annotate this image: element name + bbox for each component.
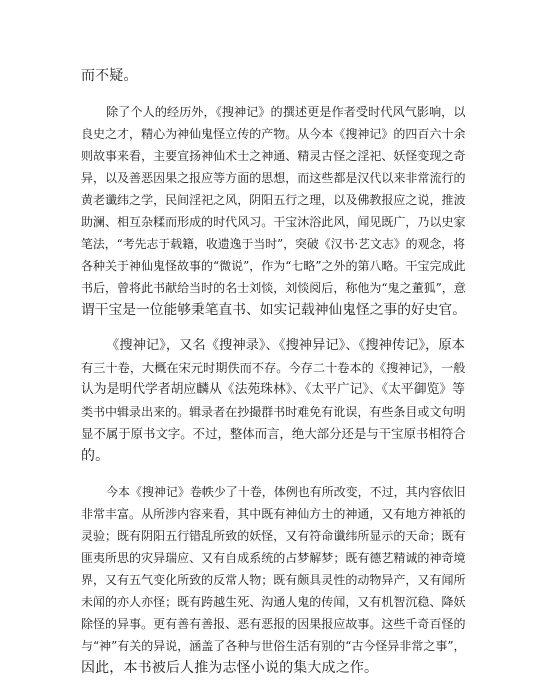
text-line: 今本《搜神记》卷帙少了十卷，体例也有所改变，不过，其内容依旧	[106, 485, 466, 499]
text-line: 非常丰富。从所涉内容来看，其中既有神仙方士的神通，又有地方神祇的	[81, 507, 466, 521]
text-line: 除了个人的经历外，《搜神记》的撰述更是作者受时代风气影响，以	[106, 105, 466, 119]
text-line: 黄老谶纬之学，民间淫祀之风，阴阳五行之理，以及佛教报应之说，推波	[81, 193, 466, 207]
text-line: 则故事来看，主要宣扬神仙术士之神通、精灵古怪之淫祀、妖怪变现之奇	[81, 149, 466, 163]
text-line: 匪夷所思的灾异瑞应、又有自成系统的占梦解梦；既有德艺精诚的神奇境	[81, 551, 466, 565]
text-line: 有三十卷，大概在宋元时期佚而不存。今存二十卷本的《搜神记》，一般	[81, 361, 466, 375]
text-line: 谓干宝是一位能够秉笔直书、如实记载神仙鬼怪之事的好史官。	[81, 302, 467, 318]
text-line: 类书中辑录出来的。辑录者在抄撮群书时难免有讹误，有些条目或文句明	[81, 405, 466, 419]
text-line: 助澜、相互杂糅而形成的时代风习。干宝沐浴此风，闻见既广，乃以史家	[81, 215, 466, 229]
text-line: 与“神”有关的异说，涵盖了各种与世俗生活有别的“古今怪异非常之事”，	[81, 639, 466, 653]
text-line: 异，以及善恶因果之报应等方面的思想，而这些都是汉代以来非常流行的	[81, 171, 466, 185]
text-line: 《搜神记》，又名《搜神录》、《搜神异记》、《搜神传记》，原本	[106, 338, 465, 353]
text-line: 各种关于神仙鬼怪故事的“微说”，作为“七略”之外的第八略。干宝完成此	[81, 259, 466, 273]
text-line: 因此，本书被后人推为志怪小说的集大成之作。	[81, 660, 379, 676]
text-line: 良史之才，精心为神仙鬼怪立传的产物。从今本《搜神记》的四百六十余	[81, 127, 466, 141]
text-line: 而不疑。	[81, 68, 138, 84]
text-line: 显不属于原书文字。不过，整体而言，绝大部分还是与干宝原书相符合	[81, 426, 466, 441]
text-line: 除怪的异事。更有善有善报、恶有恶报的因果报应故事。这些千奇百怪的	[81, 617, 466, 631]
text-line: 未闻的亦人亦怪；既有跨越生死、沟通人鬼的传闻，又有机智沉稳、降妖	[81, 595, 466, 609]
text-line: 笔法，“考先志于载籍，收遗逸于当时”，突破《汉书·艺文志》的观念，将	[81, 237, 466, 251]
text-line: 认为是明代学者胡应麟从《法苑珠林》、《太平广记》、《太平御览》等	[81, 382, 465, 397]
text-line: 的。	[81, 448, 110, 464]
text-line: 灵验；既有阴阳五行错乱所致的妖怪，又有符命谶纬所显示的天命；既有	[81, 529, 466, 543]
text-line: 界，又有五气变化所致的反常人物；既有颇具灵性的动物异产，又有闻所	[81, 573, 466, 587]
text-line: 书后，曾将此书献给当时的名士刘惔，刘惔阅后，称他为“鬼之董狐”，意	[81, 281, 466, 295]
